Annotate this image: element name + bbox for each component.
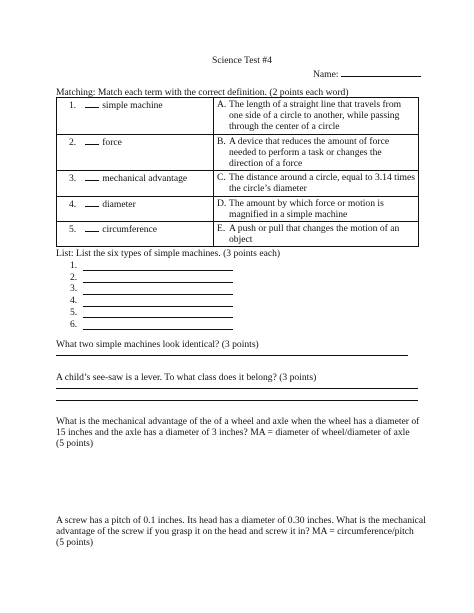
term-number: 2. [69,136,77,148]
definition-letter: A. [217,99,227,110]
question-3-points: (5 points) [56,438,94,449]
list-answer-line[interactable] [83,286,233,295]
list-item [70,295,233,307]
term-answer-blank[interactable] [85,99,99,108]
list-item [70,318,233,330]
definition-cell [214,222,419,247]
definition [217,99,415,133]
question-4-line-1: A screw has a pitch of 0.1 inches. Its head has a diameter of 0.30 inches. What is the mechanical [56,515,426,526]
answer-line-2a[interactable] [56,388,418,389]
definition [217,198,415,220]
term-number: 4. [69,198,77,210]
list-instructions: List: List the six types of simple machines. (3 points each) [56,248,281,259]
list-answer-line[interactable] [83,309,233,318]
definition-text: A push or pull that changes the motion of an object [229,223,400,246]
question-1: What two simple machines look identical? (3 points) [56,339,259,350]
matching-row [57,171,419,196]
list-answer-line[interactable] [83,298,233,307]
term-number: 5. [69,224,77,236]
definition-letter: D. [217,197,227,209]
term-label: diameter [102,198,136,210]
name-blank[interactable] [341,67,421,77]
list-answer-line[interactable] [83,321,233,330]
list-item-number: 4. [70,295,78,307]
list-item [70,283,233,295]
matching-instructions: Matching: Match each term with the correct definition. (2 points each word) [56,87,349,98]
question-2: A child’s see-saw is a lever. To what class does it belong? (3 points) [56,372,317,383]
term-number: 3. [69,173,77,185]
page-title: Science Test #4 [212,55,272,66]
term-answer-blank[interactable] [85,136,99,145]
simple-machines-list [70,259,233,330]
term-label: circumference [102,224,158,236]
list-item-number: 1. [70,259,78,271]
term-cell [57,98,214,135]
matching-row [57,98,419,135]
definition-cell [214,196,419,221]
definition-text: A device that reduces the amount of force needed to perform a task or changes the direction of a force [229,135,390,170]
matching-row [57,134,419,171]
list-answer-line[interactable] [83,262,233,271]
term-label: simple machine [102,100,163,111]
matching-row [57,196,419,221]
definition-cell [214,98,419,135]
definition-text: The distance around a circle, equal to 3.14 times the circle’s diameter [229,172,415,195]
list-item-number: 6. [70,319,78,331]
term-cell [57,222,214,247]
name-field [313,67,421,80]
name-label: Name: [313,69,339,80]
answer-line-2b[interactable] [56,400,418,401]
list-answer-line[interactable] [83,274,233,283]
term-answer-blank[interactable] [85,198,99,207]
matching-row [57,222,419,247]
question-3-line-1: What is the mechanical advantage of the of a wheel and axle when the wheel has a diameter of [56,416,420,427]
term-cell [57,196,214,221]
term-label: force [102,136,122,148]
list-item-number: 2. [70,271,78,283]
question-4-points: (5 points) [56,537,94,548]
term-number: 1. [69,100,77,111]
list-item-number: 3. [70,283,78,295]
term-cell [57,171,214,196]
definition-cell [214,171,419,196]
definition-letter: E. [217,223,226,235]
definition-letter: B. [217,135,226,147]
definition [217,172,415,194]
term-answer-blank[interactable] [85,172,99,181]
question-3-line-2: 15 inches and the axle has a diameter of 3 inches? MA = diameter of wheel/diameter of axle [56,427,410,438]
definition [217,223,415,245]
list-item-number: 5. [70,307,78,319]
definition-cell [214,134,419,171]
question-4-line-2: advantage of the screw if you grasp it on the head and screw it in? MA = circumference/pitch [56,526,414,537]
definition-text: The length of a straight line that travels from one side of a circle to another, while passing through the center of a circle [229,99,402,133]
matching-table [56,97,419,247]
list-item [70,271,233,283]
definition-text: The amount by which force or motion is magnified in a simple machine [229,197,384,220]
list-item [70,307,233,319]
term-answer-blank[interactable] [85,223,99,232]
definition [217,136,415,170]
answer-line-1[interactable] [56,355,408,356]
term-label: mechanical advantage [102,173,188,185]
definition-letter: C. [217,172,226,184]
term-cell [57,134,214,171]
list-item [70,259,233,271]
